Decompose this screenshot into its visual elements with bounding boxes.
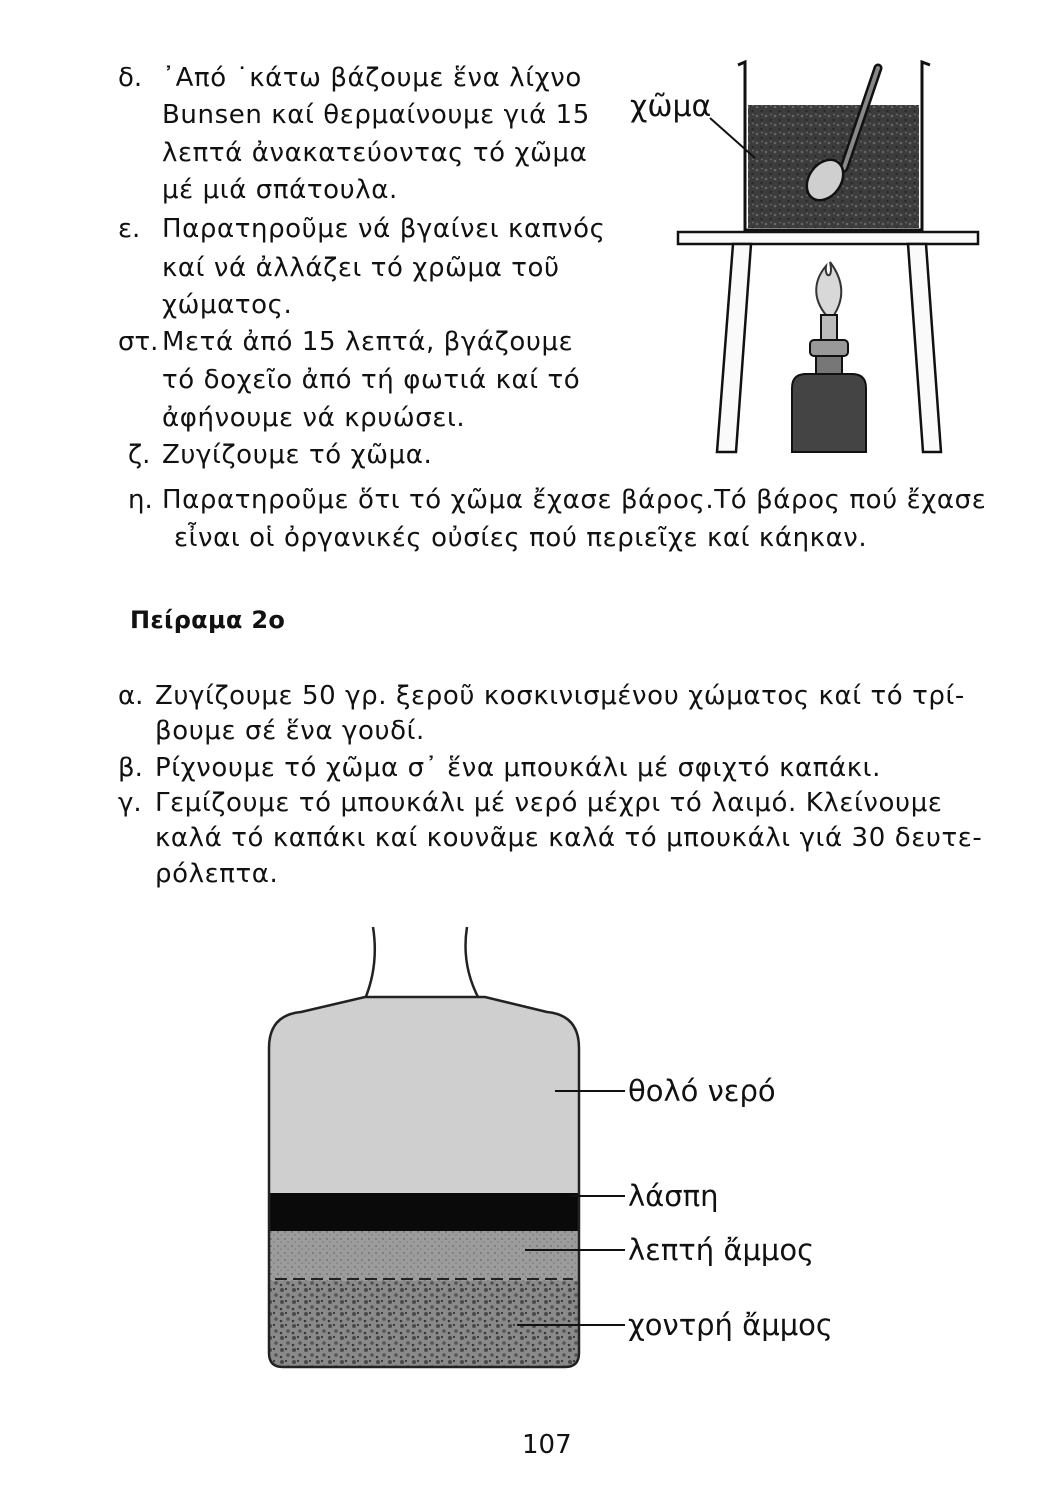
step-line: τό δοχεῖο ἀπό τή φωτιά καί τό [162,365,581,395]
step-line: Γεμίζουμε τό μπουκάλι μέ νερό μέχρι τό λαιμό. Κλείνουμε [155,788,943,818]
step-marker: γ. [118,788,142,818]
fine-sand-layer [255,1231,595,1281]
bunsen-burner-icon [792,262,866,452]
step-marker: ζ. [128,440,151,470]
tripod-leg [908,244,941,452]
tripod-top [678,232,978,244]
step-marker: στ. [118,327,159,357]
heating-figure [620,50,1000,490]
step-line: λεπτά ἀνακατεύοντας τό χῶμα [162,138,588,168]
step-line: Παρατηροῦμε ὅτι τό χῶμα ἔχασε βάρος.Τό βάρος πού ἔχασε [162,485,987,515]
label-cloudy-water: θολό νερό [628,1074,776,1108]
step-line: μέ μιά σπάτουλα. [162,175,398,205]
bottle-figure [255,915,625,1375]
step-marker: δ. [118,63,143,93]
step-line: χώματος. [162,290,293,320]
soil-label: χῶμα [630,89,712,124]
step-marker: β. [118,753,143,783]
cloudy-water-layer [255,995,595,1193]
label-mud: λάσπη [628,1179,719,1213]
bottle-neck [365,927,479,999]
step-marker: η. [128,485,153,515]
step-line: Παρατηροῦμε νά βγαίνει καπνός [162,214,606,244]
step-line: ρόλεπτα. [155,859,279,889]
label-coarse-sand: χοντρή ἄμμος [628,1308,833,1342]
step-marker: α. [118,681,144,711]
step-marker: ε. [118,214,141,244]
mud-layer [255,1193,595,1231]
step-line: Ζυγίζουμε τό χῶμα. [162,440,433,470]
step-line: Μετά ἀπό 15 λεπτά, βγάζουμε [162,327,574,357]
flame-icon [816,262,841,315]
experiment-2-title: Πείραμα 2ο [130,606,286,634]
step-line: ᾽Από ˙κάτω βάζουμε ἕνα λίχνο [162,63,582,93]
step-line: Ζυγίζουμε 50 γρ. ξεροῦ κοσκινισμένου χώματος καί τό τρί- [155,681,965,711]
step-line: βουμε σέ ἕνα γουδί. [155,716,425,746]
step-line: καί νά ἀλλάζει τό χρῶμα τοῦ [162,253,560,283]
step-line: Ρίχνουμε τό χῶμα σ᾽ ἕνα μπουκάλι μέ σφιχτό καπάκι. [155,753,881,783]
step-line: ἀφήνουμε νά κρυώσει. [162,403,466,433]
page-number: 107 [522,1430,572,1460]
step-line: εἶναι οἱ ὀργανικές οὐσίες πού περιεῖχε καί κάηκαν. [174,523,868,553]
label-fine-sand: λεπτή ἄμμος [628,1233,815,1267]
step-line: καλά τό καπάκι καί κουνᾶμε καλά τό μπουκάλι γιά 30 δευτε- [155,823,983,853]
tripod-leg [717,244,751,452]
step-line: Bunsen καί θερμαίνουμε γιά 15 [162,100,590,130]
